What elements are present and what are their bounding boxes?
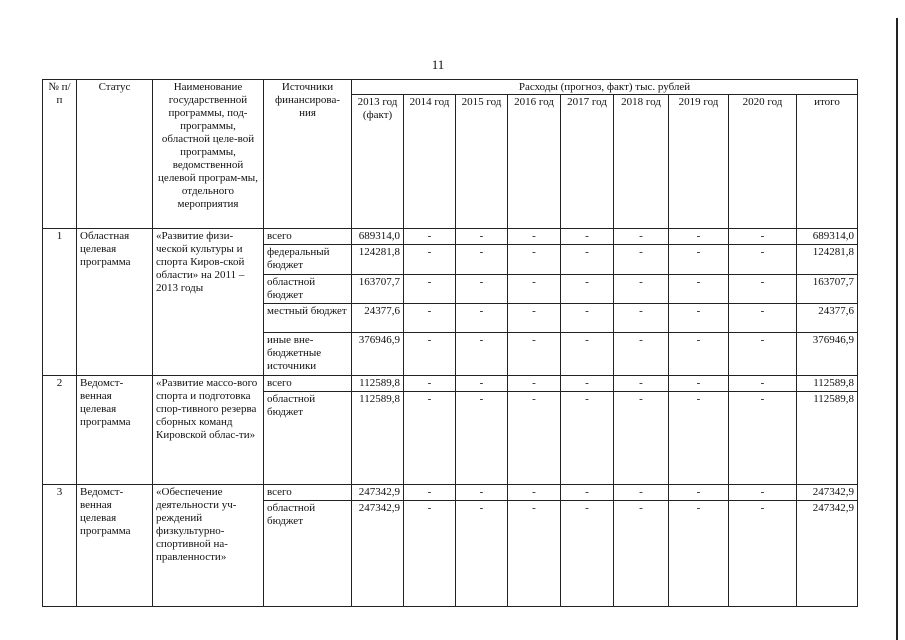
page-number: 11 xyxy=(431,57,445,72)
value-2014: - xyxy=(404,274,456,304)
value-2017: - xyxy=(561,274,614,304)
funding-source: иные вне-бюджетные источники xyxy=(264,332,352,375)
value-2016: - xyxy=(508,304,561,333)
header-year-2020: 2020 год xyxy=(729,95,797,229)
value-total: 24377,6 xyxy=(797,304,858,333)
table-row xyxy=(43,376,858,392)
value-total: 247342,9 xyxy=(797,485,858,501)
value-2018: - xyxy=(614,485,669,501)
program-status: Ведомст-венная целевая программа xyxy=(77,485,153,607)
funding-source: всего xyxy=(264,229,352,245)
value-2014: - xyxy=(404,304,456,333)
header-name: Наименование государственной программы, под-программы, областной целе-вой программы, ведомственной целевой програм-мы, отдельного мероприятия xyxy=(153,80,264,229)
value-2019: - xyxy=(669,244,729,274)
value-2013: 247342,9 xyxy=(352,485,404,501)
value-2020: - xyxy=(729,501,797,607)
value-2017: - xyxy=(561,244,614,274)
value-2017: - xyxy=(561,501,614,607)
header-num: № п/п xyxy=(43,80,77,229)
value-2019: - xyxy=(669,304,729,333)
funding-source: местный бюджет xyxy=(264,304,352,333)
table-row xyxy=(43,485,858,501)
value-2016: - xyxy=(508,376,561,392)
value-2014: - xyxy=(404,501,456,607)
program-number: 2 xyxy=(43,376,77,485)
header-year-2014: 2014 год xyxy=(404,95,456,229)
value-2014: - xyxy=(404,229,456,245)
value-2020: - xyxy=(729,274,797,304)
value-2018: - xyxy=(614,332,669,375)
value-total: 163707,7 xyxy=(797,274,858,304)
program-number: 3 xyxy=(43,485,77,607)
table-row xyxy=(43,229,858,245)
value-2016: - xyxy=(508,485,561,501)
value-2017: - xyxy=(561,304,614,333)
value-2016: - xyxy=(508,501,561,607)
value-2019: - xyxy=(669,501,729,607)
value-2017: - xyxy=(561,392,614,485)
funding-source: всего xyxy=(264,485,352,501)
table-body xyxy=(43,229,858,607)
value-2017: - xyxy=(561,229,614,245)
value-2013: 124281,8 xyxy=(352,244,404,274)
value-2014: - xyxy=(404,376,456,392)
header-year-2015: 2015 год xyxy=(456,95,508,229)
value-2020: - xyxy=(729,244,797,274)
value-2014: - xyxy=(404,244,456,274)
value-2020: - xyxy=(729,485,797,501)
value-2015: - xyxy=(456,304,508,333)
funding-source: областной бюджет xyxy=(264,501,352,607)
header-year-2018: 2018 год xyxy=(614,95,669,229)
header-year-2019: 2019 год xyxy=(669,95,729,229)
value-2018: - xyxy=(614,376,669,392)
value-2019: - xyxy=(669,376,729,392)
value-total: 124281,8 xyxy=(797,244,858,274)
value-2016: - xyxy=(508,274,561,304)
header-year-2017: 2017 год xyxy=(561,95,614,229)
value-2018: - xyxy=(614,392,669,485)
value-2019: - xyxy=(669,485,729,501)
value-total: 112589,8 xyxy=(797,376,858,392)
value-2015: - xyxy=(456,501,508,607)
funding-source: федеральный бюджет xyxy=(264,244,352,274)
value-total: 376946,9 xyxy=(797,332,858,375)
program-status: Ведомст-венная целевая программа xyxy=(77,376,153,485)
value-2015: - xyxy=(456,376,508,392)
program-number: 1 xyxy=(43,229,77,376)
value-2014: - xyxy=(404,392,456,485)
value-2020: - xyxy=(729,392,797,485)
header-expenses: Расходы (прогноз, факт) тыс. рублей xyxy=(352,80,858,95)
header-source: Источники финансирова-ния xyxy=(264,80,352,229)
value-total: 689314,0 xyxy=(797,229,858,245)
program-name: «Развитие массо-вого спорта и подготовка спор-тивного резерва сборных команд Кировской облас-ти» xyxy=(153,376,264,485)
header-year-2013: 2013 год (факт) xyxy=(352,95,404,229)
funding-source: областной бюджет xyxy=(264,392,352,485)
value-2015: - xyxy=(456,229,508,245)
value-2013: 112589,8 xyxy=(352,392,404,485)
page-edge-rule xyxy=(896,18,898,640)
value-2017: - xyxy=(561,376,614,392)
value-2014: - xyxy=(404,485,456,501)
value-2019: - xyxy=(669,332,729,375)
value-2016: - xyxy=(508,332,561,375)
value-2013: 112589,8 xyxy=(352,376,404,392)
value-2020: - xyxy=(729,376,797,392)
value-2018: - xyxy=(614,274,669,304)
budget-table xyxy=(42,79,858,607)
value-2020: - xyxy=(729,229,797,245)
value-2018: - xyxy=(614,304,669,333)
value-2016: - xyxy=(508,244,561,274)
value-2016: - xyxy=(508,229,561,245)
value-2018: - xyxy=(614,501,669,607)
value-2014: - xyxy=(404,332,456,375)
value-2020: - xyxy=(729,304,797,333)
value-total: 112589,8 xyxy=(797,392,858,485)
value-2013: 689314,0 xyxy=(352,229,404,245)
header-status: Статус xyxy=(77,80,153,229)
value-2013: 247342,9 xyxy=(352,501,404,607)
value-2018: - xyxy=(614,244,669,274)
value-2013: 24377,6 xyxy=(352,304,404,333)
value-total: 247342,9 xyxy=(797,501,858,607)
value-2017: - xyxy=(561,485,614,501)
value-2019: - xyxy=(669,392,729,485)
value-2013: 376946,9 xyxy=(352,332,404,375)
value-2015: - xyxy=(456,392,508,485)
program-status: Областная целевая программа xyxy=(77,229,153,376)
funding-source: областной бюджет xyxy=(264,274,352,304)
value-2015: - xyxy=(456,485,508,501)
value-2019: - xyxy=(669,229,729,245)
program-name: «Развитие физи-ческой культуры и спорта Киров-ской области» на 2011 – 2013 годы xyxy=(153,229,264,376)
header-year-2016: 2016 год xyxy=(508,95,561,229)
value-2015: - xyxy=(456,244,508,274)
value-2015: - xyxy=(456,332,508,375)
funding-source: всего xyxy=(264,376,352,392)
value-2017: - xyxy=(561,332,614,375)
value-2013: 163707,7 xyxy=(352,274,404,304)
value-2016: - xyxy=(508,392,561,485)
program-name: «Обеспечение деятельности уч-реждений физкультурно-спортивной на-правленности» xyxy=(153,485,264,607)
header-total: итого xyxy=(797,95,858,229)
value-2015: - xyxy=(456,274,508,304)
value-2018: - xyxy=(614,229,669,245)
value-2019: - xyxy=(669,274,729,304)
value-2020: - xyxy=(729,332,797,375)
